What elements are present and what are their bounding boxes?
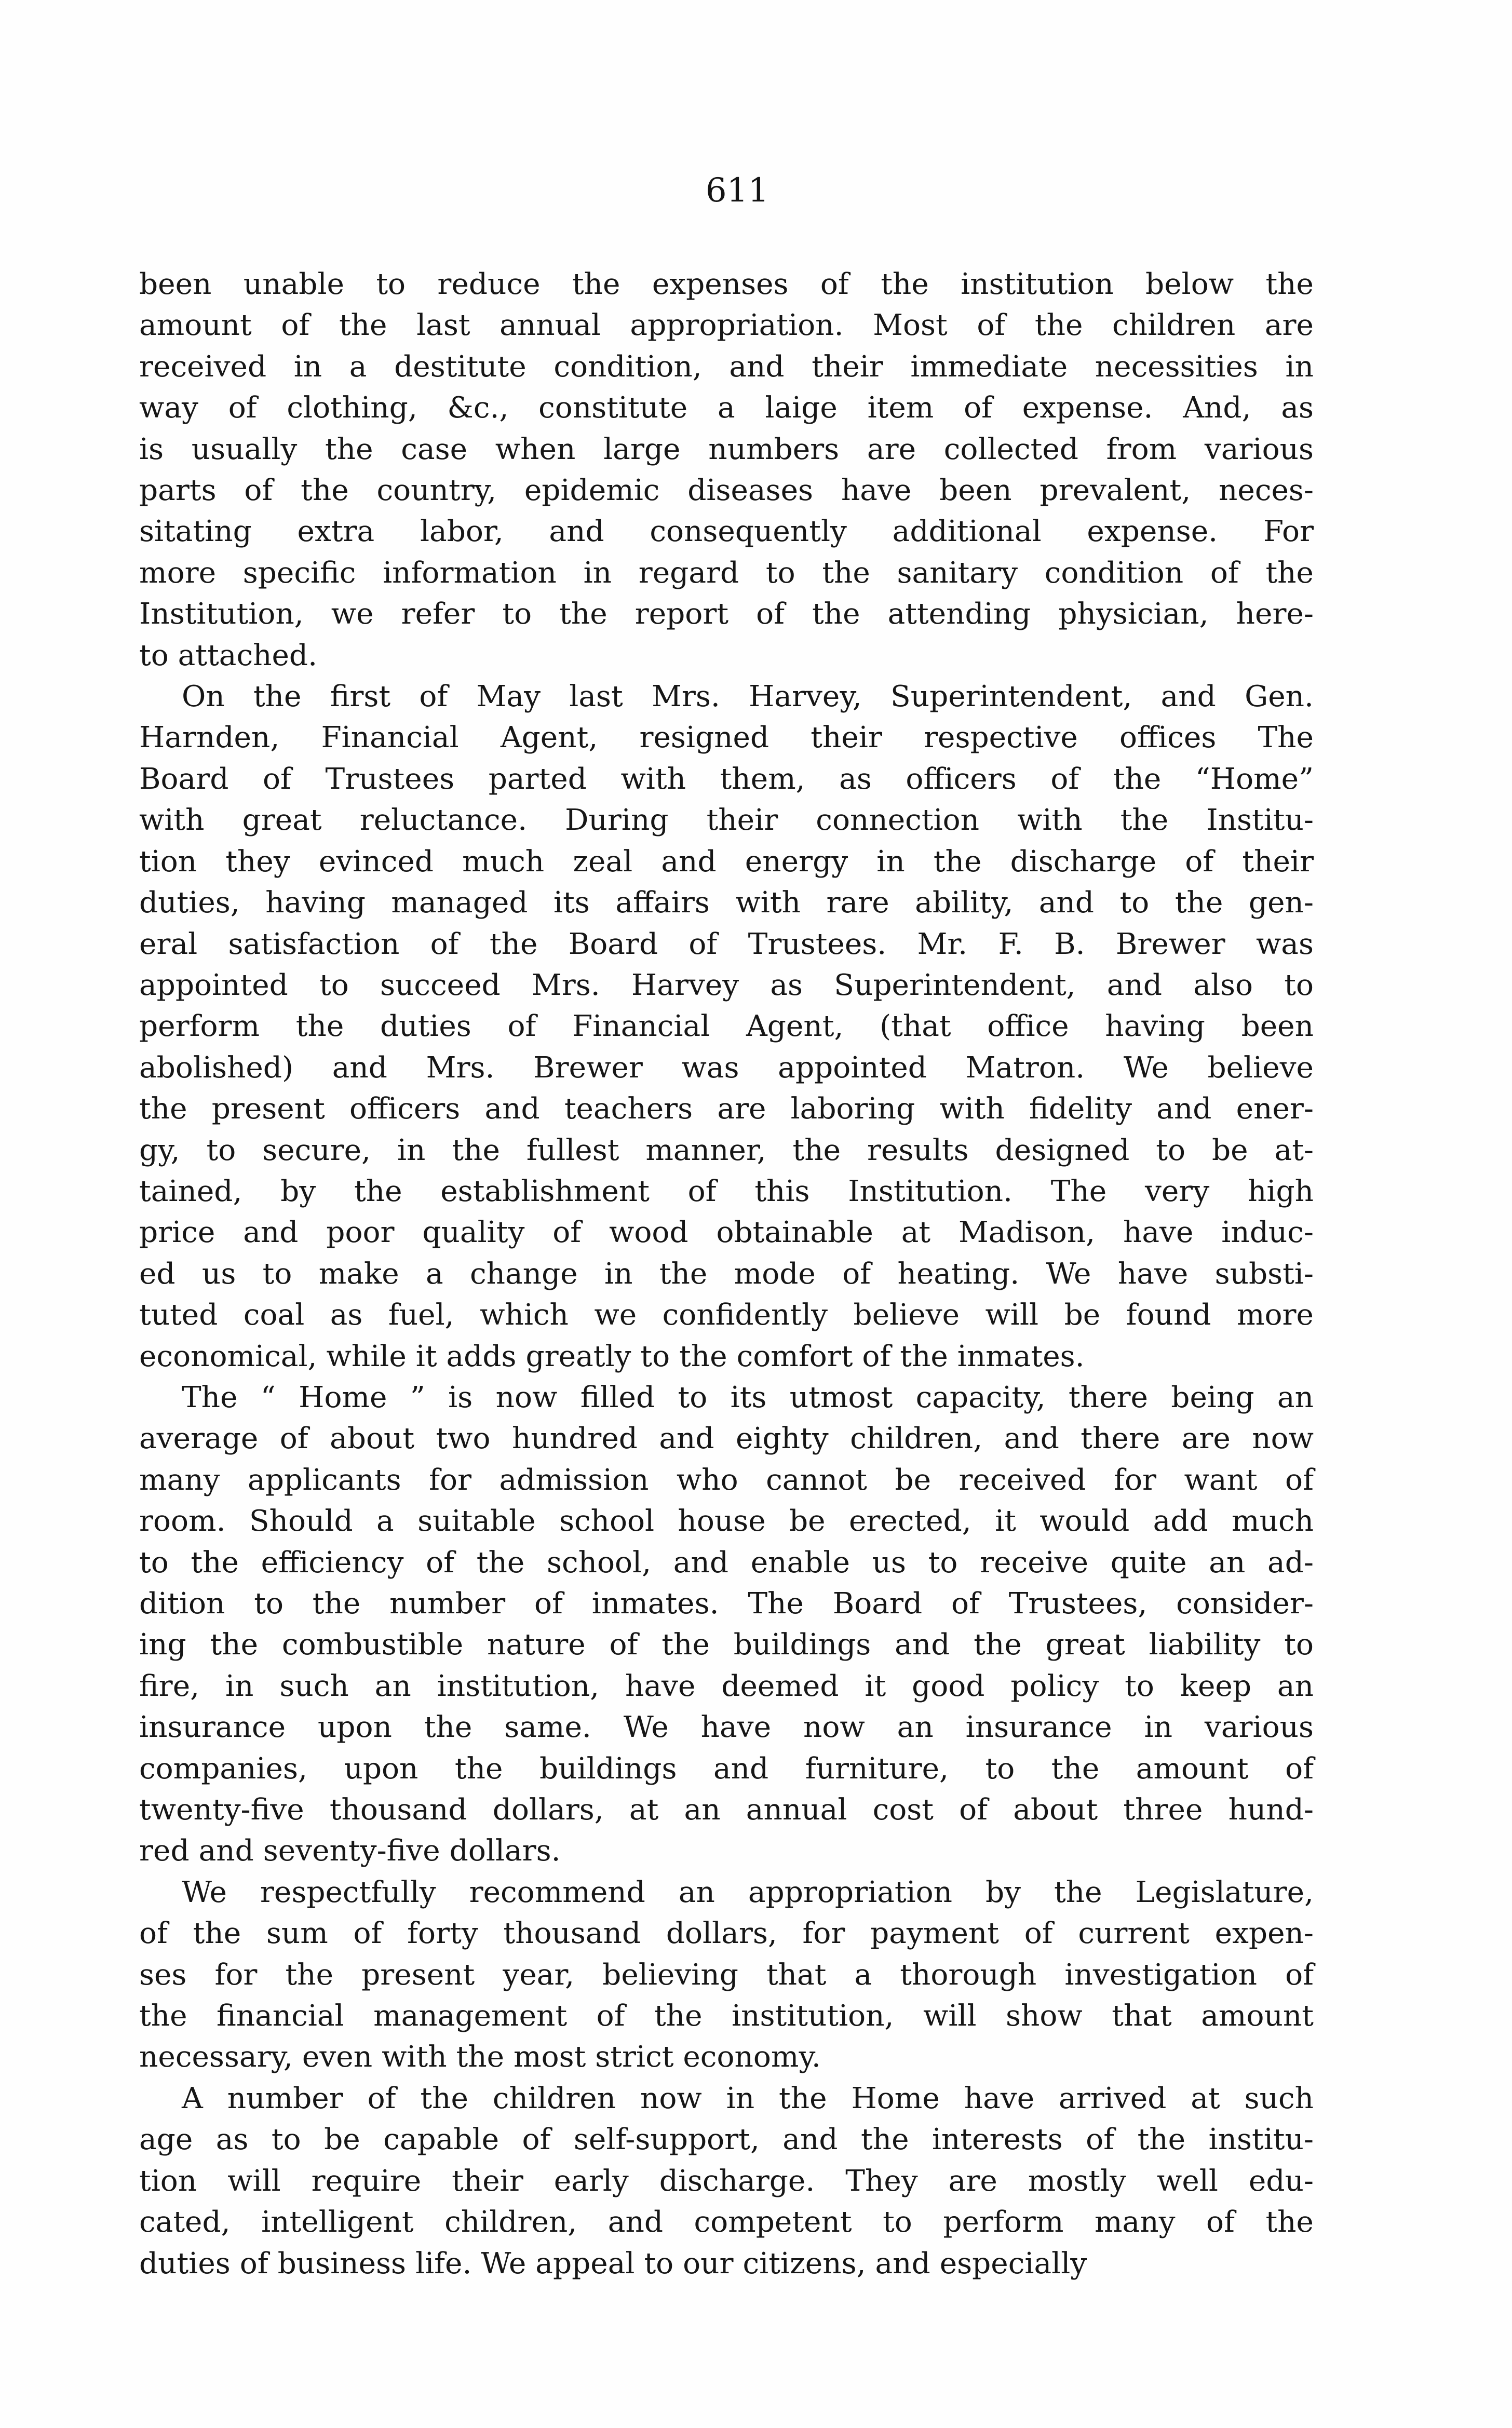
text-line: the present officers and teachers are laboring with fidelity and ener- (139, 1092, 1314, 1126)
text-line: abolished) and Mrs. Brewer was appointed Matron. We believe (139, 1050, 1314, 1085)
text-line: red and seventy-five dollars. (139, 1834, 561, 1868)
text-line: We respectfully recommend an appropriation by the Legislature, (182, 1875, 1314, 1909)
text-line: insurance upon the same. We have now an insurance in various (139, 1710, 1314, 1745)
text-line: way of clothing, &c., constitute a laige item of expense. And, as (139, 391, 1314, 425)
text-line: perform the duties of Financial Agent, (that office having been (139, 1009, 1314, 1044)
text-line: companies, upon the buildings and furniture, to the amount of (139, 1751, 1314, 1786)
page-number: 611 (705, 171, 770, 210)
text-line: eral satisfaction of the Board of Trustees. Mr. F. B. Brewer was (139, 927, 1314, 961)
text-line: age as to be capable of self-support, and the interests of the institu- (139, 2123, 1314, 2157)
text-line: ed us to make a change in the mode of heating. We have substi- (139, 1257, 1314, 1291)
text-line: appointed to succeed Mrs. Harvey as Superintendent, and also to (139, 968, 1314, 1002)
text-line: amount of the last annual appropriation. Most of the children are (139, 308, 1314, 343)
text-line: sitating extra labor, and consequently additional expense. For (139, 515, 1314, 549)
text-line: The “ Home ” is now filled to its utmost capacity, there being an (182, 1380, 1314, 1414)
text-line: tuted coal as fuel, which we confidently believe will be found more (139, 1298, 1314, 1332)
text-line: duties of business life. We appeal to our citizens, and especially (139, 2246, 1087, 2281)
text-line: On the first of May last Mrs. Harvey, Superintendent, and Gen. (182, 680, 1314, 714)
text-line: is usually the case when large numbers are collected from various (139, 432, 1314, 466)
text-line: A number of the children now in the Home have arrived at such (182, 2081, 1314, 2115)
text-line: ing the combustible nature of the buildings and the great liability to (139, 1628, 1314, 1662)
text-line: received in a destitute condition, and their immediate necessities in (139, 349, 1314, 384)
text-line: the financial management of the institution, will show that amount (139, 1999, 1314, 2033)
text-line: dition to the number of inmates. The Board of Trustees, consider- (139, 1587, 1314, 1621)
text-line: Harnden, Financial Agent, resigned their respective offices The (139, 721, 1314, 755)
text-line: duties, having managed its affairs with rare ability, and to the gen- (139, 886, 1314, 920)
text-line: Board of Trustees parted with them, as officers of the “Home” (139, 762, 1314, 796)
paragraph (139, 1872, 1314, 2078)
text-line: more specific information in regard to the sanitary condition of the (139, 556, 1314, 590)
body-text (139, 264, 1314, 2284)
text-line: to attached. (139, 638, 318, 672)
paragraph (139, 676, 1314, 1377)
text-line: economical, while it adds greatly to the comfort of the inmates. (139, 1339, 1085, 1373)
text-line: cated, intelligent children, and competent to perform many of the (139, 2205, 1314, 2240)
text-line: room. Should a suitable school house be erected, it would add much (139, 1504, 1314, 1539)
text-line: parts of the country, epidemic diseases have been prevalent, neces- (139, 474, 1314, 508)
text-line: tion they evinced much zeal and energy in the discharge of their (139, 844, 1314, 879)
text-line: to the efficiency of the school, and enable us to receive quite an ad- (139, 1545, 1314, 1580)
text-line: tained, by the establishment of this Institution. The very high (139, 1174, 1314, 1208)
text-line: of the sum of forty thousand dollars, for payment of current expen- (139, 1917, 1314, 1951)
text-line: average of about two hundred and eighty children, and there are now (139, 1422, 1314, 1456)
paragraph (139, 1377, 1314, 1872)
text-line: been unable to reduce the expenses of the institution below the (139, 267, 1314, 301)
text-line: price and poor quality of wood obtainable at Madison, have induc- (139, 1216, 1314, 1250)
text-line: Institution, we refer to the report of the attending physician, here- (139, 597, 1314, 631)
text-line: many applicants for admission who cannot be received for want of (139, 1463, 1314, 1497)
paragraph (139, 264, 1314, 676)
text-line: necessary, even with the most strict economy. (139, 2040, 821, 2074)
text-line: tion will require their early discharge. They are mostly well edu- (139, 2164, 1314, 2198)
paragraph (139, 2078, 1314, 2284)
text-line: with great reluctance. During their connection with the Institu- (139, 803, 1314, 838)
text-line: gy, to secure, in the fullest manner, the results designed to be at- (139, 1133, 1314, 1167)
text-line: fire, in such an institution, have deemed it good policy to keep an (139, 1669, 1314, 1703)
text-line: ses for the present year, believing that a thorough investigation of (139, 1958, 1314, 1992)
text-line: twenty-five thousand dollars, at an annual cost of about three hund- (139, 1793, 1314, 1827)
